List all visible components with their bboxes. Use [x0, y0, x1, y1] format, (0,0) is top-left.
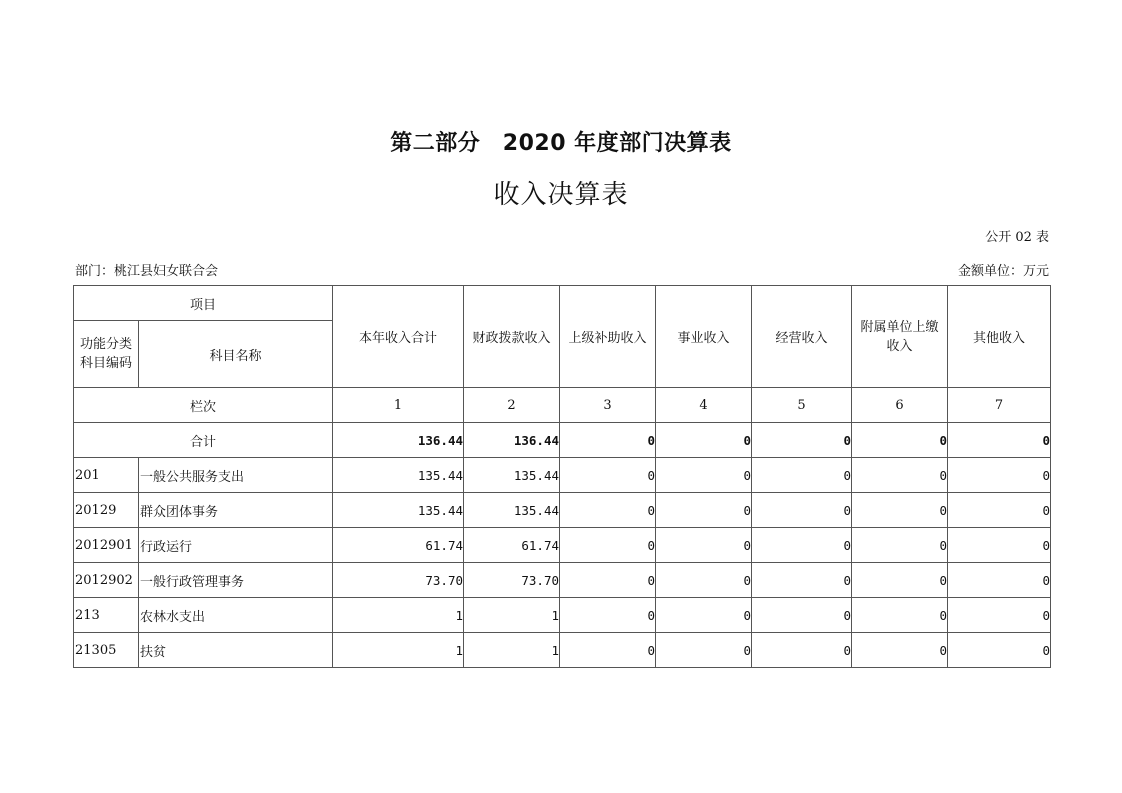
row-value: 1	[464, 598, 560, 633]
table-row	[74, 633, 1051, 668]
row-value: 73.70	[333, 563, 464, 598]
row-value: 135.44	[464, 458, 560, 493]
row-value: 135.44	[333, 493, 464, 528]
row-code: 21305	[74, 633, 139, 668]
row-value: 0	[560, 633, 656, 668]
row-value: 0	[656, 598, 752, 633]
row-code: 2012902	[74, 563, 139, 598]
row-value: 135.44	[333, 458, 464, 493]
row-value: 0	[752, 493, 852, 528]
row-value: 0	[656, 493, 752, 528]
row-value: 1	[464, 633, 560, 668]
row-value: 0	[560, 528, 656, 563]
row-value: 0	[752, 458, 852, 493]
lanci-cell: 1	[333, 388, 464, 423]
lanci-cell: 3	[560, 388, 656, 423]
table-row	[74, 598, 1051, 633]
row-value: 135.44	[464, 493, 560, 528]
row-name: 一般行政管理事务	[139, 563, 333, 598]
row-value: 61.74	[464, 528, 560, 563]
row-value: 0	[852, 528, 948, 563]
row-value: 0	[948, 598, 1051, 633]
row-value: 0	[560, 563, 656, 598]
row-value: 0	[752, 598, 852, 633]
row-name: 农林水支出	[139, 598, 333, 633]
row-value: 0	[560, 493, 656, 528]
total-cell: 0	[656, 423, 752, 458]
page-subtitle: 收入决算表	[493, 180, 629, 210]
header-col-5: 经营收入	[752, 286, 852, 388]
table-row	[74, 563, 1051, 598]
total-cell: 136.44	[333, 423, 464, 458]
lanci-cell: 6	[852, 388, 948, 423]
row-value: 0	[656, 458, 752, 493]
row-value: 0	[852, 458, 948, 493]
lanci-cell: 5	[752, 388, 852, 423]
row-value: 61.74	[333, 528, 464, 563]
row-name: 行政运行	[139, 528, 333, 563]
row-value: 1	[333, 633, 464, 668]
row-code: 213	[74, 598, 139, 633]
row-value: 0	[752, 528, 852, 563]
total-cell: 0	[752, 423, 852, 458]
form-number: 公开 02 表	[985, 230, 1049, 245]
row-value: 0	[560, 598, 656, 633]
header-col-2: 财政拨款收入	[464, 286, 560, 388]
page-title: 第二部分 2020 年度部门决算表	[390, 131, 732, 156]
row-value: 0	[656, 633, 752, 668]
table-row	[74, 458, 1051, 493]
table-row	[74, 528, 1051, 563]
row-code: 2012901	[74, 528, 139, 563]
row-value: 0	[852, 633, 948, 668]
row-value: 0	[948, 633, 1051, 668]
total-cell: 0	[948, 423, 1051, 458]
row-value: 0	[948, 563, 1051, 598]
row-name: 扶贫	[139, 633, 333, 668]
header-col-4: 事业收入	[656, 286, 752, 388]
lanci-label: 栏次	[74, 388, 333, 423]
row-value: 0	[948, 458, 1051, 493]
table-row	[74, 493, 1051, 528]
row-value: 1	[333, 598, 464, 633]
row-value: 0	[656, 528, 752, 563]
header-col-3: 上级补助收入	[560, 286, 656, 388]
row-value: 73.70	[464, 563, 560, 598]
header-name: 科目名称	[139, 321, 333, 388]
lanci-cell: 7	[948, 388, 1051, 423]
row-code: 201	[74, 458, 139, 493]
total-cell: 136.44	[464, 423, 560, 458]
header-col-1: 本年收入合计	[333, 286, 464, 388]
row-value: 0	[852, 598, 948, 633]
header-col-6: 附属单位上缴收入	[852, 286, 948, 388]
department-label: 部门：桃江县妇女联合会	[75, 264, 219, 279]
row-code: 20129	[74, 493, 139, 528]
row-value: 0	[948, 493, 1051, 528]
row-value: 0	[560, 458, 656, 493]
total-label: 合计	[74, 423, 333, 458]
row-value: 0	[852, 493, 948, 528]
total-cell: 0	[852, 423, 948, 458]
row-value: 0	[752, 563, 852, 598]
header-col-7: 其他收入	[948, 286, 1051, 388]
row-value: 0	[852, 563, 948, 598]
row-value: 0	[656, 563, 752, 598]
row-value: 0	[948, 528, 1051, 563]
row-value: 0	[752, 633, 852, 668]
amount-unit-label: 金额单位：万元	[957, 264, 1049, 279]
lanci-cell: 2	[464, 388, 560, 423]
header-code: 功能分类科目编码	[74, 321, 139, 388]
total-cell: 0	[560, 423, 656, 458]
row-name: 群众团体事务	[139, 493, 333, 528]
income-table	[73, 285, 1051, 668]
row-name: 一般公共服务支出	[139, 458, 333, 493]
header-item: 项目	[74, 286, 333, 321]
lanci-cell: 4	[656, 388, 752, 423]
